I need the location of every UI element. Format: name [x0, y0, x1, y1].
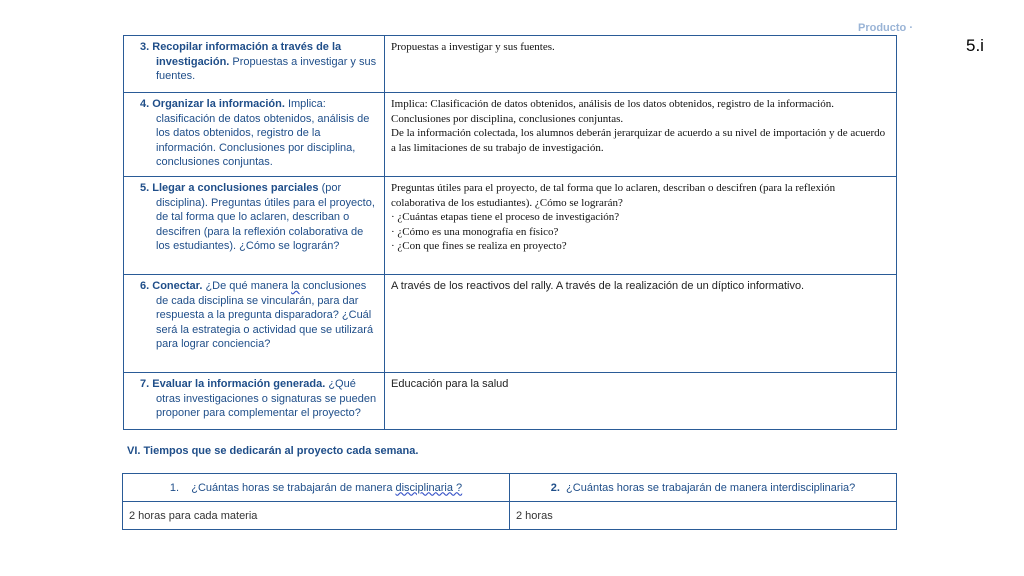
step-description-cell	[124, 93, 385, 177]
question-text: ¿Cuántas horas se trabajarán de manera	[191, 481, 393, 494]
step-description-cell	[124, 373, 385, 430]
response-text: Implica: Clasificación de datos obtenidos, análisis de los datos obtenidos, registro de la información.	[391, 98, 834, 110]
table-row	[124, 373, 897, 430]
question-bullet: · ¿Cuántas etapas tiene el proceso de investigación?	[391, 211, 620, 224]
spelling-flagged-word: disciplinaria ?	[395, 481, 463, 494]
step-description-cell	[124, 177, 385, 275]
step-detail: ¿De qué manera	[205, 280, 288, 292]
step-response-cell	[385, 373, 897, 430]
question-bullet: · ¿Cómo es una monografía en físico?	[391, 225, 559, 238]
step-number: 6.	[140, 280, 150, 292]
table-row	[123, 474, 897, 502]
slide-number: 5.i	[966, 36, 984, 55]
table-row	[124, 177, 897, 275]
hours-question-cell	[123, 474, 510, 502]
step-response-cell	[385, 275, 897, 373]
hours-question-cell	[510, 474, 897, 502]
table-row	[124, 93, 897, 177]
table-row	[123, 502, 897, 530]
step-detail: Propuestas a investigar y sus fuentes.	[156, 55, 377, 83]
step-number: 3.	[140, 41, 150, 53]
step-number: 7.	[140, 378, 150, 390]
response-text: De la información colectada, los alumnos deberán jerarquizar de acuerdo a su nivel de importación y de acuerdo a las limitaciones de su trabajo de investigación.	[391, 127, 886, 154]
step-title: Llegar a conclusiones parciales	[152, 182, 319, 194]
question-number: 1.	[169, 481, 180, 494]
step-number: 4.	[140, 98, 150, 110]
step-title: Evaluar la información generada.	[152, 378, 326, 390]
header-brand: Producto ·	[858, 22, 913, 34]
step-title: Conectar.	[152, 280, 203, 292]
hours-table	[122, 473, 897, 530]
step-detail: Implica: clasificación de datos obtenidos, análisis de los datos obtenidos, registro de la información. Conclusiones por disciplina, conclusiones conjuntas.	[156, 98, 370, 169]
table-row	[124, 36, 897, 93]
response-text: Preguntas útiles para el proyecto, de tal forma que lo aclaren, describan o descifren (para la reflexión colaborativa de los estudiantes). ¿Cómo se lograrán?	[391, 182, 836, 209]
step-number: 5.	[140, 182, 150, 194]
response-text: Educación para la salud	[391, 378, 509, 390]
step-response-cell	[385, 36, 897, 93]
question-number: 2.	[550, 481, 560, 494]
step-detail: conclusiones de cada disciplina se vincularán, para dar respuesta a la pregunta disparadora? ¿Cuál será la estrategia o actividad que se utilizará para lograr conciencia?	[156, 280, 374, 351]
step-response-cell	[385, 93, 897, 177]
spelling-flagged-word: la	[291, 280, 300, 292]
step-detail: (por disciplina). Preguntas útiles para el proyecto, de tal forma que lo aclaren, describan o descifren (para la reflexión colaborativa de los estudiantes). ¿Cómo se lograrán?	[156, 182, 375, 253]
table-row	[124, 275, 897, 373]
hours-answer-cell: 2 horas para cada materia	[123, 502, 510, 530]
step-title: Recopilar información a través de la investigación.	[152, 41, 342, 68]
step-title: Organizar la información.	[152, 98, 285, 110]
step-response-cell	[385, 177, 897, 275]
project-steps-table	[123, 35, 897, 430]
response-text: Propuestas a investigar y sus fuentes.	[391, 41, 555, 53]
section-title: VI. Tiempos que se dedicarán al proyecto cada semana.	[127, 445, 419, 457]
step-detail: ¿Qué otras investigaciones o signaturas se pueden proponer para complementar el proyecto?	[156, 378, 377, 420]
step-description-cell	[124, 36, 385, 93]
hours-answer-cell: 2 horas	[510, 502, 897, 530]
question-text: ¿Cuántas horas se trabajarán de manera interdisciplinaria?	[566, 481, 856, 494]
response-text: Conclusiones por disciplina, conclusiones conjuntas.	[391, 112, 624, 125]
response-text: A través de los reactivos del rally. A través de la realización de un díptico informativo.	[391, 280, 805, 292]
question-bullet: · ¿Con que fines se realiza en proyecto?	[391, 240, 567, 253]
step-description-cell	[124, 275, 385, 373]
